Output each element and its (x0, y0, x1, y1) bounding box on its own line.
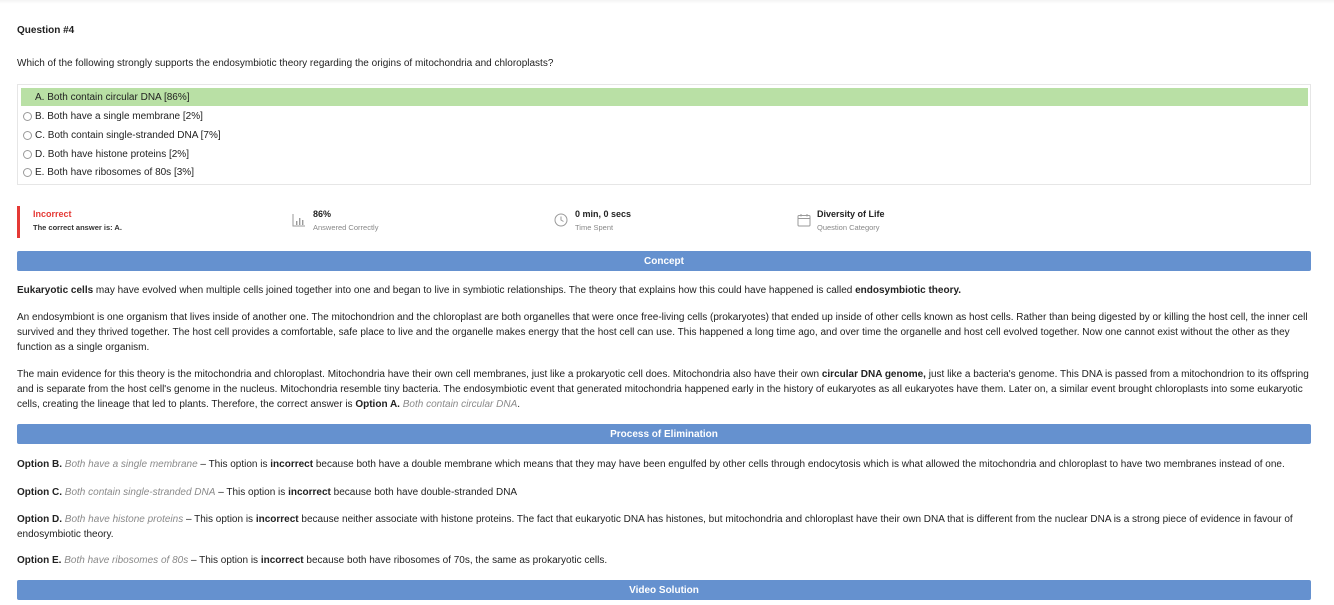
option-name: Both have ribosomes of 80s (64, 555, 189, 566)
verdict: incorrect (288, 487, 331, 498)
bold-text: endosymbiotic theory. (855, 285, 962, 296)
top-divider (0, 0, 1334, 4)
option-ref: Option D. (17, 514, 62, 525)
text: The main evidence for this theory is the mitochondria and chloroplast. Mitochondria have their own cell membranes, just like a prokaryotic cell does. Mitochondria also have their own (17, 369, 822, 380)
result-stats (17, 206, 1311, 238)
radio-icon[interactable] (23, 150, 32, 159)
option-label: B. Both have a single membrane [2%] (35, 110, 203, 122)
video-solution-header[interactable]: Video Solution (17, 580, 1311, 600)
text: because both have a double membrane which means that they may have been engulfed by other cells through endocytosis which is what allowed the mitochondria and chloroplast to have two membranes instead of one. (313, 459, 1285, 470)
time-stat (575, 209, 631, 232)
status-indicator (17, 206, 20, 238)
radio-icon[interactable] (23, 131, 32, 140)
option-ref: Option B. (17, 459, 62, 470)
bold-text: Option A. (355, 399, 400, 410)
text: because both have ribosomes of 70s, the same as prokaryotic cells. (303, 555, 608, 566)
elimination-e (17, 553, 1313, 568)
option-label: C. Both contain single-stranded DNA [7%] (35, 129, 221, 141)
status-stat (33, 209, 122, 232)
italic-text: Both contain circular DNA (402, 399, 518, 410)
verdict: incorrect (260, 555, 304, 566)
radio-icon[interactable] (23, 168, 32, 177)
text: may have evolved when multiple cells joined together into one and began to live in symbiotic relationships. The theory that explains how this could have happened is called (93, 285, 856, 296)
time-value: 0 min, 0 secs (575, 209, 632, 219)
option-c[interactable] (21, 126, 1308, 144)
percent-label: Answered Correctly (313, 223, 379, 232)
text: – This option is (183, 514, 256, 525)
option-label: D. Both have histone proteins [2%] (35, 148, 189, 160)
elimination-d (17, 512, 1313, 542)
clock-icon (554, 213, 568, 227)
percent-value: 86% (313, 209, 332, 219)
elimination-header: Process of Elimination (17, 424, 1311, 444)
bold-text: Eukaryotic cells (17, 285, 94, 296)
answer-options (17, 84, 1311, 185)
text: because both have double-stranded DNA (330, 487, 518, 498)
percent-stat (313, 209, 378, 232)
option-name: Both have histone proteins (64, 514, 184, 525)
text: just like a bacteria's genome. This DNA is passed from a mitochondrion to its offspring and is separate from the host cell's genome in the nucleus. Mitochondria resemble tiny bacteria. The endosymbiotic event that generated mitochondria happened early in the history of eukaryotes as all eukaryotes have them. Later on, a similar event brought chloroplasts into some eukaryotic cells, creating the lineage that led to plants. Therefore, the correct answer is (17, 369, 1309, 410)
option-b[interactable] (21, 107, 1308, 125)
concept-header: Concept (17, 251, 1311, 271)
radio-icon[interactable] (23, 112, 32, 121)
question-number: Question #4 (17, 25, 75, 36)
text: – This option is (215, 487, 289, 498)
calendar-icon (797, 213, 811, 227)
time-label: Time Spent (575, 223, 614, 232)
verdict: incorrect (270, 459, 314, 470)
bold-text: circular DNA genome, (821, 369, 926, 380)
category-stat (817, 209, 885, 232)
option-d[interactable] (21, 145, 1308, 163)
bar-chart-icon (292, 213, 306, 227)
option-a[interactable] (21, 88, 1308, 106)
text: – This option is (197, 459, 271, 470)
question-text: Which of the following strongly supports the endosymbiotic theory regarding the origins of mitochondria and chloroplasts? (17, 58, 554, 69)
concept-paragraph-2: An endosymbiont is one organism that lives inside of another one. The mitochondrion and the chloroplast are both organelles that were once free-living cells (prokaryotes) that ended up inside of other cells known as host cells. Rather than being digested by or killing the host cell, the inner cell survived and they thrived together. The host cell provides a comfortable, safe place to live and the organelle makes energy that the host cell can use. This happened a long time ago, and over time the organelle and host cell evolved together. Now one cannot exist without the other as they function as a single organism. (17, 312, 1308, 353)
option-label: E. Both have ribosomes of 80s [3%] (35, 166, 194, 178)
text: . (517, 399, 521, 410)
correct-answer-note: The correct answer is: A. (33, 223, 122, 232)
option-ref: Option E. (17, 555, 62, 566)
concept-paragraph-1 (17, 283, 1313, 298)
elimination-b (17, 457, 1313, 472)
category-label: Question Category (817, 223, 880, 232)
elimination-c (17, 485, 1313, 500)
text: – This option is (188, 555, 261, 566)
option-label: A. Both contain circular DNA [86%] (35, 91, 190, 103)
category-value: Diversity of Life (817, 209, 885, 219)
option-e[interactable] (21, 163, 1308, 181)
option-name: Both have a single membrane (64, 459, 198, 470)
status-title: Incorrect (33, 209, 72, 219)
verdict: incorrect (255, 514, 299, 525)
text: because neither associate with histone proteins. The fact that eukaryotic DNA has histones, but mitochondria and chloroplast have their own DNA that is different from the nuclear DNA is a strong piece of evidence in favour of endosymbiotic theory. (17, 514, 1293, 540)
concept-paragraph-3 (17, 367, 1313, 412)
option-ref: Option C. (17, 487, 62, 498)
option-name: Both contain single-stranded DNA (64, 487, 216, 498)
